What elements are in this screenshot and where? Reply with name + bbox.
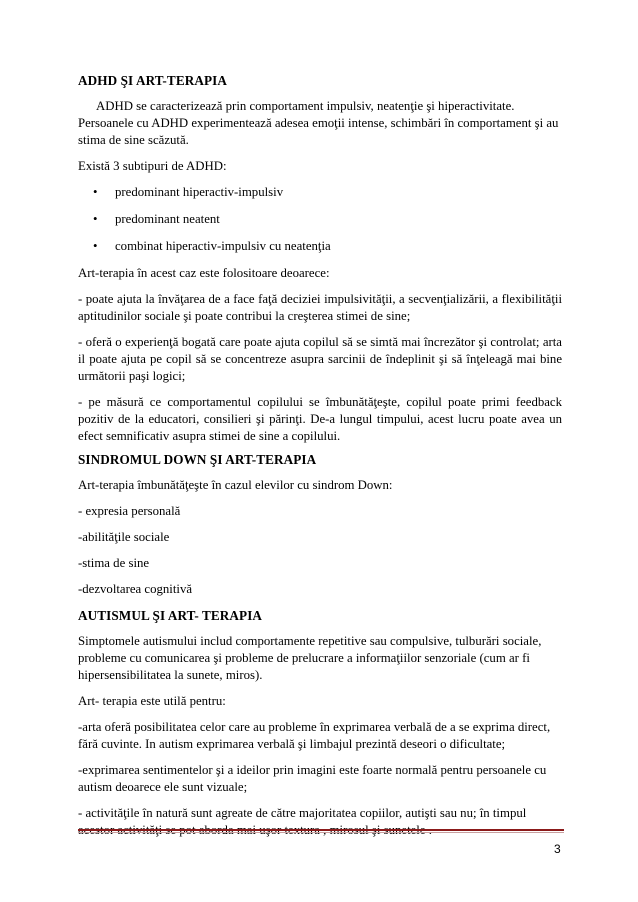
adhd-reason-paragraph: - poate ajuta la învăţarea de a face faţă deciziei impulsivităţii, a secvenţializării, a flexibilităţii aptitudinilor sociale şi poate contribui la creşterea stimei de sine; — [78, 292, 562, 323]
autism-reason-paragraph: -arta oferă posibilitatea celor care au probleme în exprimarea verbală de a se exprima direct, fără cuvinte. In autism exprimarea verbală şi limbajul prezintă deseori o dificultate; — [78, 720, 551, 751]
down-item: -abilităţile sociale — [78, 530, 170, 544]
autism-useful-intro: Art- terapia este utilă pentru: — [78, 694, 226, 708]
down-item: - expresia personală — [78, 504, 181, 518]
down-intro: Art-terapia îmbunătăţeşte în cazul elevilor cu sindrom Down: — [78, 478, 393, 492]
down-item: -stima de sine — [78, 556, 150, 570]
adhd-intro-paragraph: ADHD se caracterizează prin comportament impulsiv, neatenţie şi hiperactivitate. Persoanele cu ADHD experimentează adesea emoţii intense, schimbări în comportament şi au stima de sine scăzută. — [78, 99, 559, 147]
autism-reason-paragraph: -exprimarea sentimentelor şi a ideilor prin imagini este foarte normală pentru persoanele cu autism deoarece ele sunt vizuale; — [78, 763, 547, 794]
down-item: -dezvoltarea cognitivă — [78, 582, 193, 596]
document-page — [78, 72, 562, 848]
bullet-icon: • — [93, 239, 98, 253]
adhd-useful-intro: Art-terapia în acest caz este folositoare deoarece: — [78, 266, 330, 280]
autism-heading: AUTISMUL ŞI ART- TERAPIA — [78, 608, 263, 623]
list-item-text: predominant neatent — [115, 212, 220, 226]
list-item — [78, 211, 562, 228]
autism-intro-paragraph: Simptomele autismului includ comportamente repetitive sau compulsive, tulburări sociale, probleme cu comunicarea şi probleme de prelucrare a informaţiilor senzoriale (cum ar fi hipersensibilitatea la sunete, miros). — [78, 634, 542, 682]
autism-reason-paragraph: - activităţile în natură sunt agreate de către majoritatea copiilor, autişti sau nu; în timpul acestor activităţi se pot aborda mai uşor textura , mirosul şi sunetele . — [78, 806, 527, 837]
down-heading: SINDROMUL DOWN ŞI ART-TERAPIA — [78, 452, 317, 467]
adhd-reason-paragraph: - pe măsură ce comportamentul copilului se îmbunătăţeşte, copilul poate primi feedback pozitiv de la educatori, consilieri şi părinţi. De-a lungul timpului, acest lucru poate avea un efect semnificativ asupra stimei de sine a copilului. — [78, 395, 562, 443]
adhd-subtypes-list — [78, 184, 562, 255]
list-item — [78, 184, 562, 201]
adhd-subtypes-intro: Există 3 subtipuri de ADHD: — [78, 159, 227, 173]
footer-divider-thin — [78, 832, 564, 833]
adhd-heading: ADHD ŞI ART-TERAPIA — [78, 73, 227, 88]
list-item-text: combinat hiperactiv-impulsiv cu neatenţia — [115, 239, 331, 253]
list-item-text: predominant hiperactiv-impulsiv — [115, 185, 284, 199]
bullet-icon: • — [93, 185, 98, 199]
adhd-reason-paragraph: - oferă o experienţă bogată care poate ajuta copilul să se simtă mai încrezător şi controlat; arta il poate ajuta pe copil să se concentreze asupra sarcinii de îndeplinit şi să înţeleagă mai bine următorii paşi logici; — [78, 335, 562, 383]
page-number: 3 — [554, 842, 561, 856]
bullet-icon: • — [93, 212, 98, 226]
list-item — [78, 238, 562, 255]
footer-divider — [78, 829, 564, 831]
